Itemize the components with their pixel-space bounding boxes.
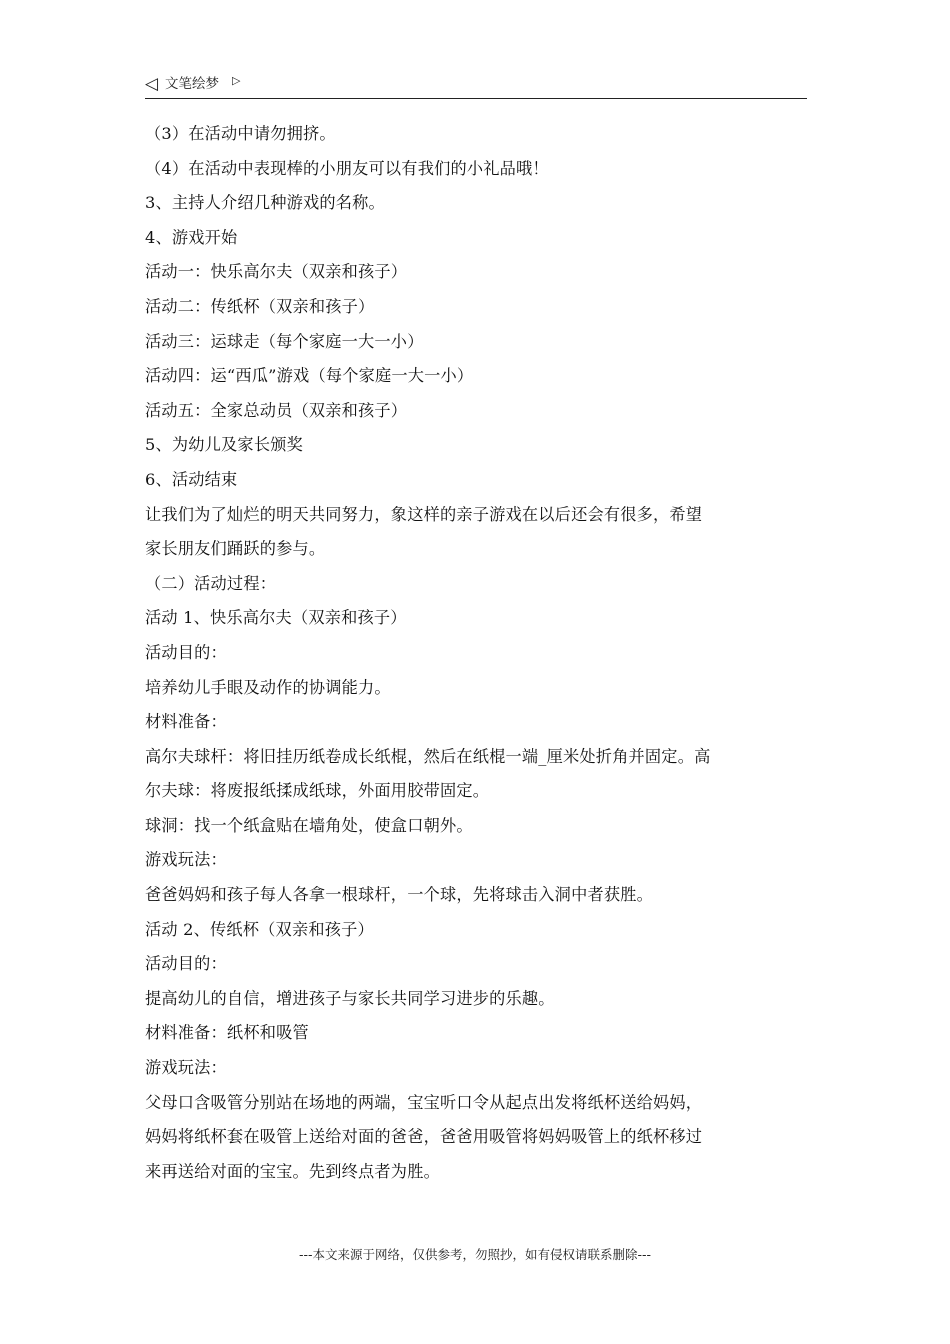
text-line: 活动一：快乐高尔夫（双亲和孩子） — [145, 262, 408, 282]
text-line: 活动 2、传纸杯（双亲和孩子） — [145, 919, 374, 939]
triangle-right-icon: ▷ — [232, 74, 241, 87]
text-line: 5、为幼儿及家长颁奖 — [145, 435, 303, 455]
text-line: 游戏玩法： — [145, 1058, 227, 1078]
text-line: 活动三：运球走（每个家庭一大一小） — [145, 331, 424, 351]
text-line: 活动五：全家总动员（双亲和孩子） — [145, 400, 408, 420]
text-line: 活动目的： — [145, 642, 227, 662]
text-line: 家长朋友们踊跃的参与。 — [145, 539, 326, 559]
text-line: 6、活动结束 — [145, 469, 238, 489]
text-line: 活动目的： — [145, 954, 227, 974]
text-line: 培养幼儿手眼及动作的协调能力。 — [145, 677, 391, 697]
text-line: 材料准备：纸杯和吸管 — [145, 1023, 309, 1043]
text-line: 活动四：运“西瓜”游戏（每个家庭一大一小） — [145, 366, 474, 386]
header-title: 文笔绘梦 — [165, 76, 219, 92]
text-line: 活动 1、快乐高尔夫（双亲和孩子） — [145, 608, 407, 628]
triangle-left-icon: ◁ — [145, 74, 159, 94]
text-line: 爸爸妈妈和孩子每人各拿一根球杆，一个球，先将球击入洞中者获胜。 — [145, 885, 654, 905]
text-line: 父母口含吸管分别站在场地的两端，宝宝听口令从起点出发将纸杯送给妈妈， — [145, 1092, 703, 1112]
text-line: 活动二：传纸杯（双亲和孩子） — [145, 296, 375, 316]
text-line: 4、游戏开始 — [145, 227, 238, 247]
text-line: 材料准备： — [145, 712, 227, 732]
text-line: 提高幼儿的自信，增进孩子与家长共同学习进步的乐趣。 — [145, 988, 555, 1008]
text-line: 尔夫球：将废报纸揉成纸球，外面用胶带固定。 — [145, 781, 490, 801]
document-body — [145, 117, 810, 1189]
text-line: 游戏玩法： — [145, 850, 227, 870]
text-line: 球洞：找一个纸盒贴在墙角处，使盒口朝外。 — [145, 815, 473, 835]
text-line: 妈妈将纸杯套在吸管上送给对面的爸爸，爸爸用吸管将妈妈吸管上的纸杯移过 — [145, 1127, 703, 1147]
text-line: 3、主持人介绍几种游戏的名称。 — [145, 193, 385, 213]
text-line: （二）活动过程： — [145, 573, 277, 593]
text-line: 来再送给对面的宝宝。先到终点者为胜。 — [145, 1161, 440, 1181]
text-line: 让我们为了灿烂的明天共同努力，象这样的亲子游戏在以后还会有很多，希望 — [145, 504, 703, 524]
text-line: （3）在活动中请勿拥挤。 — [145, 124, 336, 143]
text-line: 高尔夫球杆：将旧挂历纸卷成长纸棍，然后在纸棍一端_厘米处折角并固定。高 — [145, 746, 711, 766]
page-header — [145, 72, 807, 99]
text-line: （4）在活动中表现棒的小朋友可以有我们的小礼品哦！ — [145, 158, 549, 178]
footer-disclaimer: ---本文来源于网络，仅供参考，勿照抄，如有侵权请联系删除--- — [298, 1247, 652, 1262]
